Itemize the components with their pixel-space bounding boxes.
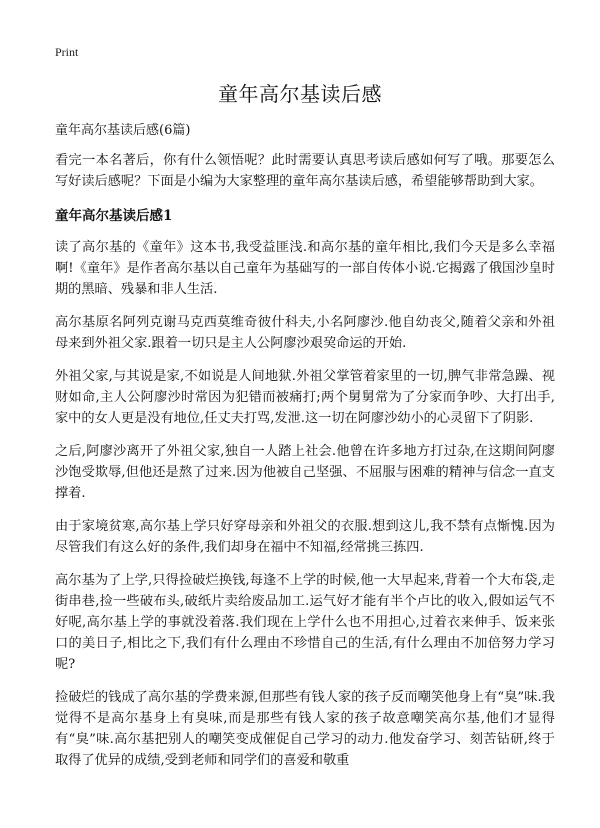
intro-paragraph: 看完一本名著后，你有什么领悟呢？此时需要认真思考读后感如何写了哦。那要怎么写好读后感呢？下面是小编为大家整理的童年高尔基读后感，希望能够帮助到大家。	[55, 153, 555, 189]
page-title: 童年高尔基读后感	[218, 82, 382, 106]
section-heading: 童年高尔基读后感1	[55, 208, 173, 224]
body-paragraph: 高尔基为了上学,只得捡破烂换钱,每逢不上学的时候,他一大早起来,背着一个大布袋,走街串巷,捡一些破布头,破纸片卖给废品加工.运气好才能有半个卢比的收入,假如运气不好呢,高尔基上学的事就没着落.我们现在上学什么也不用担心,过着衣来伸手、饭来张口的美日子,相比之下,我们有什么理由不珍惜自己的生活,有什么理由不加倍努力学习呢?	[55, 573, 555, 672]
body-paragraph: 由于家境贫寒,高尔基上学只好穿母亲和外祖父的衣服.想到这儿,我不禁有点惭愧.因为尽管我们有这么好的条件,我们却身在福中不知福,经常挑三拣四.	[55, 519, 555, 555]
print-link[interactable]: Print	[55, 45, 79, 59]
article-body	[55, 120, 555, 783]
body-paragraph: 捡破烂的钱成了高尔基的学费来源,但那些有钱人家的孩子反而嘲笑他身上有“臭”味.我觉得不是高尔基身上有臭味,而是那些有钱人家的孩子故意嘲笑高尔基,他们才显得有“臭”味.高尔基把别人的嘲笑变成催促自己学习的动力.他发奋学习、刻苦钻研,终于取得了优异的成绩,受到老师和同学们的喜爱和敬重	[55, 690, 555, 768]
body-paragraph: 之后,阿廖沙离开了外祖父家,独自一人踏上社会.他曾在许多地方打过杂,在这期间阿廖沙饱受欺辱,但他还是熬了过来.因为他被自己坚强、不屈服与困难的精神与信念一直支撑着.	[55, 444, 555, 501]
article-subtitle: 童年高尔基读后感(6篇)	[55, 123, 191, 138]
body-paragraph: 外祖父家,与其说是家,不如说是人间地狱.外祖父掌管着家里的一切,脾气非常急躁、视财如命,主人公阿廖沙时常因为犯错而被痛打;两个舅舅常为了分家而争吵、大打出手,家中的女人更是没有地位,任丈夫打骂,发泄.这一切在阿廖沙幼小的心灵留下了阴影.	[55, 369, 555, 426]
body-paragraph: 读了高尔基的《童年》这本书,我受益匪浅.和高尔基的童年相比,我们今天是多么幸福啊!《童年》是作者高尔基以自己童年为基础写的一部自传体小说.它揭露了俄国沙皇时期的黑暗、残暴和非人生活.	[55, 240, 555, 297]
body-paragraph: 高尔基原名阿列克谢马克西莫维奇彼什科夫,小名阿廖沙.他自幼丧父,随着父亲和外祖母来到外祖父家.跟着一切只是主人公阿廖沙艰巭命运的开始.	[55, 315, 555, 351]
